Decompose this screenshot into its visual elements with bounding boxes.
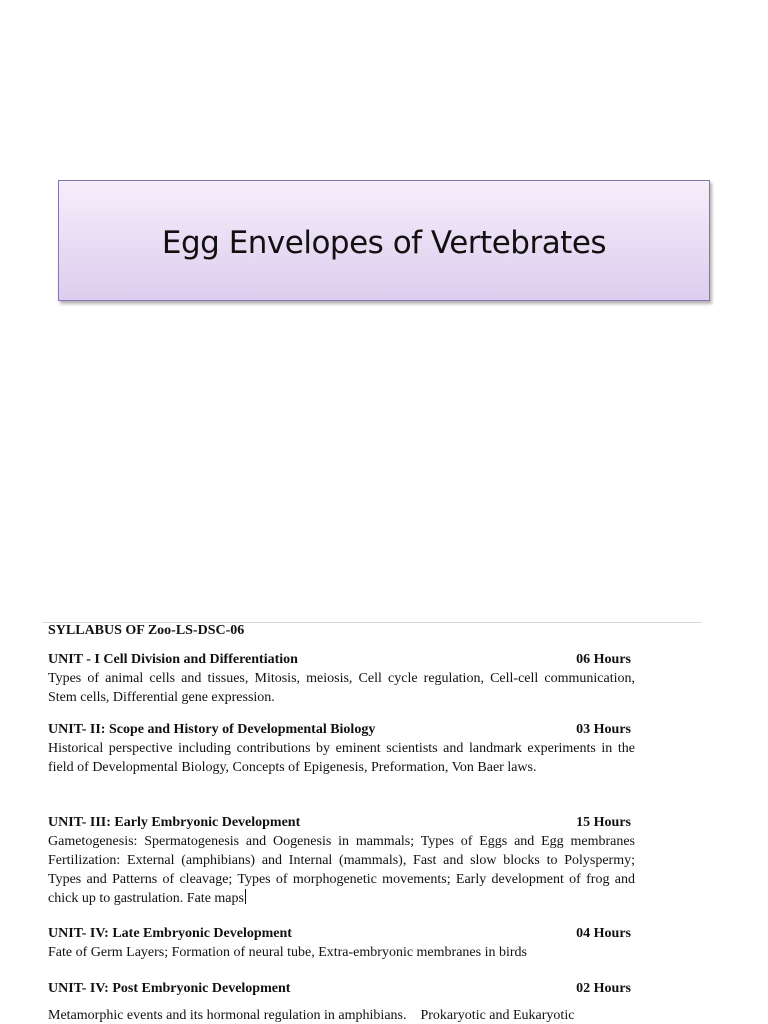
unit-hours: 04 Hours: [576, 926, 631, 941]
unit-header: [48, 650, 635, 669]
unit-description: Gametogenesis: Spermatogenesis and Oogenesis in mammals; Types of Eggs and Egg membranes Fertilization: External (amphibians) and Internal (mammals), Fast and slow blocks to Polyspermy; Types and Patterns of cleavage; Types of morphogenetic movements; Early development of frog and chick up to gastrulation. Fate maps: [48, 834, 635, 906]
unit-header: [48, 720, 635, 739]
unit-header: [48, 979, 635, 998]
unit-title: UNIT- II: Scope and History of Developmental Biology: [48, 722, 376, 737]
unit-hours: 02 Hours: [576, 981, 631, 996]
unit-title: UNIT- IV: Post Embryonic Development: [48, 981, 291, 996]
unit-2: [48, 720, 635, 777]
slide-title-box: [58, 180, 710, 301]
unit-4: [48, 924, 635, 962]
syllabus-heading: SYLLABUS OF Zoo-LS-DSC-06: [48, 623, 245, 638]
unit-description-wrap: [48, 832, 635, 908]
unit-hours: 15 Hours: [576, 815, 631, 830]
unit-description: Metamorphic events and its hormonal regulation in amphibians. Prokaryotic and Eukaryotic: [48, 1008, 575, 1023]
slide-title: Egg Envelopes of Vertebrates: [161, 224, 607, 261]
unit-5: [48, 979, 635, 1024]
unit-title: UNIT- III: Early Embryonic Development: [48, 815, 301, 830]
unit-description: Types of animal cells and tissues, Mitosis, meiosis, Cell cycle regulation, Cell-cell communication, Stem cells, Differential gene expression.: [48, 671, 635, 705]
syllabus-image: [0, 618, 768, 1024]
unit-title: UNIT - I Cell Division and Differentiation: [48, 652, 298, 667]
unit-header: [48, 924, 635, 943]
unit-description: Fate of Germ Layers; Formation of neural tube, Extra-embryonic membranes in birds: [48, 945, 527, 960]
text-cursor: [245, 889, 246, 904]
unit-hours: 03 Hours: [576, 722, 631, 737]
unit-title: UNIT- IV: Late Embryonic Development: [48, 926, 292, 941]
unit-hours: 06 Hours: [576, 652, 631, 667]
unit-header: [48, 813, 635, 832]
unit-3: [48, 813, 635, 908]
unit-1: [48, 650, 635, 707]
unit-description: Historical perspective including contributions by eminent scientists and landmark experiments in the field of Developmental Biology, Concepts of Epigenesis, Preformation, Von Baer laws.: [48, 741, 635, 775]
